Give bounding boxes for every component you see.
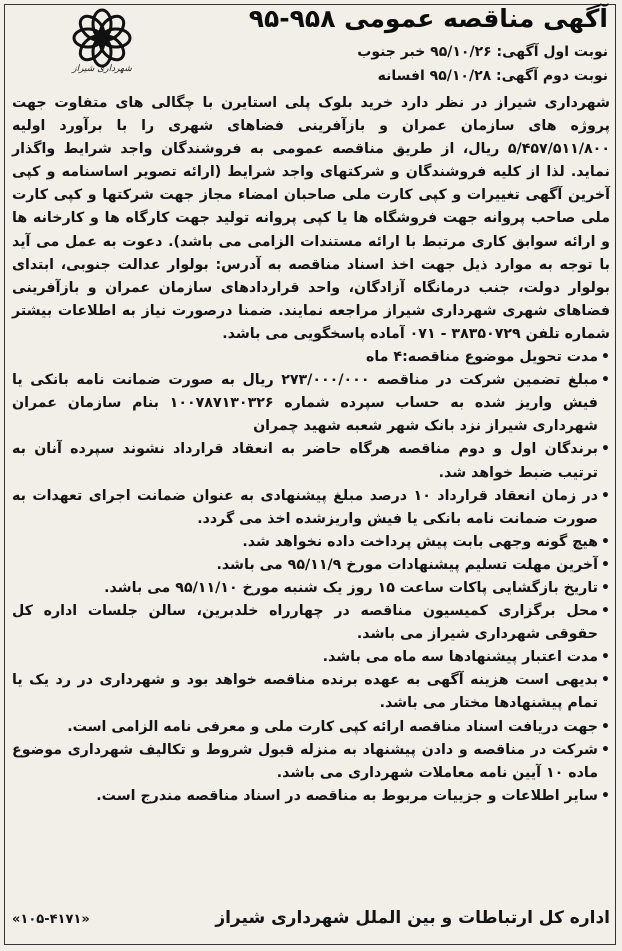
condition-item: • بدیهی است هزینه آگهی به عهده برنده مناقصه خواهد بود و شهرداری در رد یک یا تمام پیشنهادها مختار می باشد. [12, 669, 610, 715]
condition-item: • سایر اطلاعات و جزییات مربوط به مناقصه در اسناد مناقصه مندرج است. [12, 785, 610, 808]
first-notice-date: نوبت اول آگهی: ۹۵/۱۰/۲۶ خبر جنوب [357, 44, 608, 60]
footer [12, 908, 610, 938]
condition-item: • جهت دریافت اسناد مناقصه ارائه کپی کارت ملی و معرفی نامه الزامی است. [12, 716, 610, 739]
logo-caption: شهرداری شیراز [72, 64, 132, 74]
conditions-list [12, 346, 610, 808]
issuing-organization: اداره کل ارتباطات و بین الملل شهرداری شیراز [215, 908, 610, 928]
condition-item: • برندگان اول و دوم مناقصه هرگاه حاضر به انعقاد قرارداد نشوند سپرده آنان به ترتیب ضبط خواهد شد. [12, 438, 610, 484]
flower-logo-icon [62, 8, 142, 72]
condition-item: • مدت تحویل موضوع مناقصه:۴ ماه [12, 346, 610, 369]
municipality-logo [62, 8, 142, 88]
condition-item: • مدت اعتبار پیشنهادها سه ماه می باشد. [12, 646, 610, 669]
condition-item: • در زمان انعقاد قرارداد ۱۰ درصد مبلغ پیشنهادی به عنوان ضمانت اجرای تعهدات به صورت ضمانت نامه بانکی یا فیش واریزشده اخذ می گردد. [12, 485, 610, 531]
condition-item: • محل برگزاری کمیسیون مناقصه در چهارراه خلدبرین، سالن جلسات اداره کل حقوقی شهرداری شیراز می باشد. [12, 600, 610, 646]
condition-item: • شرکت در مناقصه و دادن پیشنهاد به منزله قبول شروط و تکالیف شهرداری موضوع ماده ۱۰ آیین نامه معاملات شهرداری می باشد. [12, 739, 610, 785]
condition-item: • تاریخ بازگشایی پاکات ساعت ۱۵ روز یک شنبه مورخ ۹۵/۱۱/۱۰ می باشد. [12, 577, 610, 600]
second-notice-date: نوبت دوم آگهی: ۹۵/۱۰/۲۸ افسانه [377, 68, 608, 84]
tender-description: شهرداری شیراز در نظر دارد خرید بلوک پلی استایرن با چگالی های متفاوت جهت پروژه های سازمان عمران و بازآفرینی فضاهای شهری را با برآورد اولیه ۵/۴۵۷/۵۱۱/۸۰۰ ریال، از طریق مناقصه عمومی به فروشندگان واجد شرایط واگذار نماید. لذا از کلیه فروشندگان و شرکتهای واجد شرایط (ارائه تصویر اساسنامه و کپی آخرین آگهی تغییرات و کپی کارت ملی صاحبان امضاء مجاز جهت شرکتها و کپی کارت ملی صاحب پروانه جهت فروشگاه ها یا کپی پروانه تولید جهت کارگاه ها و کارخانه ها و ارائه سوابق کاری مرتبط با ارائه مستندات الزامی می باشد). دعوت به عمل می آید با توجه به موارد ذیل جهت اخذ اسناد مناقصه به آدرس: بولوار عدالت جنوبی، ابتدای بولوار دولت، جنب درمانگاه آزادگان، واحد قراردادهای سازمان عمران و بازآفرینی فضاهای شهری شهرداری شیراز مراجعه نمایند. ضمنا درصورت نیاز به اطلاعات بیشتر شماره تلفن ۳۸۳۵۰۷۲۹ - ۰۷۱ آماده پاسخگویی می باشد. [12, 95, 610, 342]
tender-body [12, 92, 610, 808]
condition-item: • آخرین مهلت تسلیم پیشنهادات مورخ ۹۵/۱۱/۹ می باشد. [12, 554, 610, 577]
condition-item: • هیچ گونه وجهی بابت پیش پرداخت داده نخواهد شد. [12, 531, 610, 554]
page-title: آگهی مناقصه عمومی ۹۵۸-۹۵ [248, 4, 608, 33]
condition-item: • مبلغ تضمین شرکت در مناقصه ۲۷۳/۰۰۰/۰۰۰ ریال به صورت ضمانت نامه بانکی یا فیش واریز شده به حساب سپرده شماره ۱۰۰۷۸۷۱۳۰۳۲۶ بنام سازمان عمران شهرداری شیراز نزد بانک شهر شعبه شهید چمران [12, 369, 610, 438]
notice-code: «۱۰۵-۴۱۷۱» [12, 912, 90, 927]
